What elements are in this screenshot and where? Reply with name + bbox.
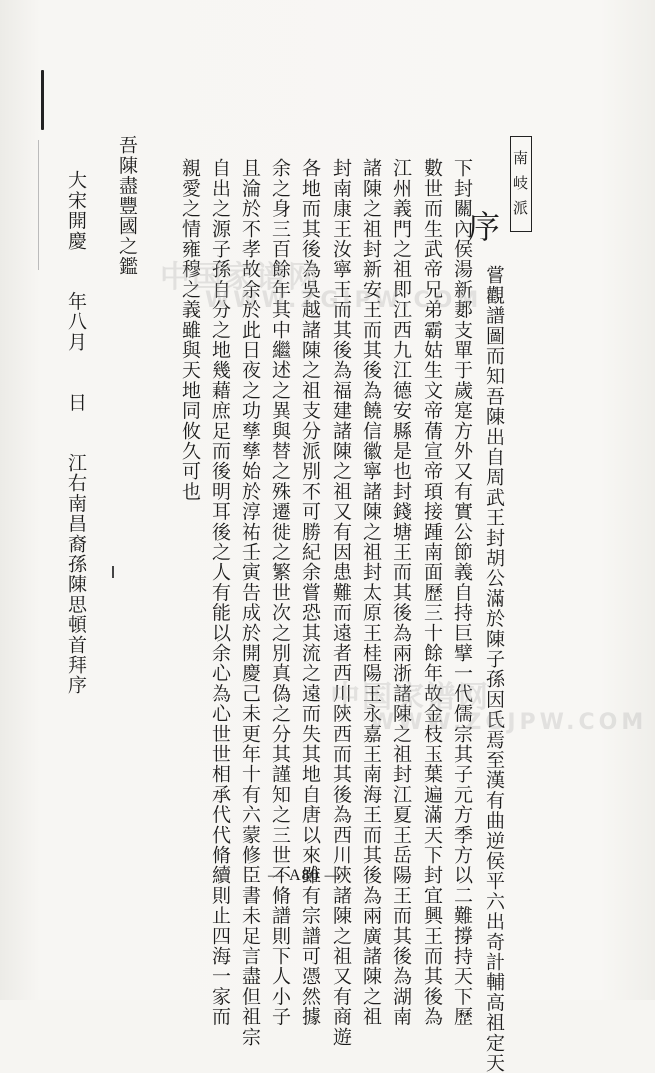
watermark-text-2: 中国家谱网 xyxy=(330,680,490,715)
text-column-4: 江州義門之祖即江西九江德安縣是也封錢塘王而其後為兩浙諸陳之祖封江夏王岳陽王而其後為湖南 xyxy=(390,158,412,1027)
text-column-12: 吾陳盡豐國之鑑 xyxy=(116,135,138,277)
text-column-8: 余之身三百餘年其中繼述之異與替之殊遷徙之繁世次之別真偽之分其謹知之三世不脩譜則下人小子 xyxy=(269,158,291,1027)
text-column-7: 各地而其後為吳越諸陳之祖支分派別不可勝紀余嘗恐其流之遠而失其地自唐以來雖有宗譜可憑然據 xyxy=(299,158,321,1027)
preface-title: 序 xyxy=(468,208,501,246)
text-column-3: 數世而生武帝兄弟霸姑生文帝蒨宣帝頊接踵南面歷三十餘年故金枝玉葉遍滿天下封宜興王而其後為 xyxy=(421,158,443,1027)
text-column-11: 親愛之情雍穆之義雖與天地同攸久可也 xyxy=(179,158,201,502)
text-column-2: 下封關內侯湯新郪支單于歲寔方外又有實公節義自持巨擘一代儒宗其子元方季方以二難撐持天下歷 xyxy=(451,158,473,1027)
text-column-date-signature: 大宋開慶 年八月 日 江右南昌裔孫陳思頓首拜序 xyxy=(65,170,87,696)
binding-shadow xyxy=(38,140,39,270)
watermark-url: WWW.ZGJPW.COM xyxy=(205,288,483,313)
text-column-5: 諸陳之祖封新安王而其後為饒信徽寧諸陳之祖封太原王桂陽王永嘉王南海王而其後為兩廣諸陳之祖 xyxy=(360,158,382,1027)
dash-mark xyxy=(112,566,114,578)
text-column-9: 且淪於不孝故余於此日夜之功孳孳始於淳祐壬寅告成於開慶己未更年十有六蒙修臣書未足言盡但祖宗 xyxy=(239,158,261,1047)
text-column-10: 自出之源子孫自分之地幾藉庶足而後明耳後之人有能以余心為心世世相承代代脩續則止四海一家而 xyxy=(209,158,231,1027)
branch-label-box: 南岐派 xyxy=(510,136,532,232)
text-column-1: 嘗觀譜圖而知吾陳出自周武王封胡公滿於陳子孫因氏焉至漢有曲逆侯平六出奇計輔高祖定天 xyxy=(483,265,505,1073)
watermark-text: 中国家谱网 xyxy=(160,260,320,295)
binding-mark xyxy=(41,70,44,130)
page-number: — A80 — xyxy=(268,867,342,884)
text-column-6: 封南康王汝寧王而其後為福建諸陳之祖又有因患難而遠者西川陝西而其後為西川陝諸陳之祖又有商遊 xyxy=(330,158,352,1047)
watermark-url-2: WWW.ZGJPW.COM xyxy=(370,710,648,735)
